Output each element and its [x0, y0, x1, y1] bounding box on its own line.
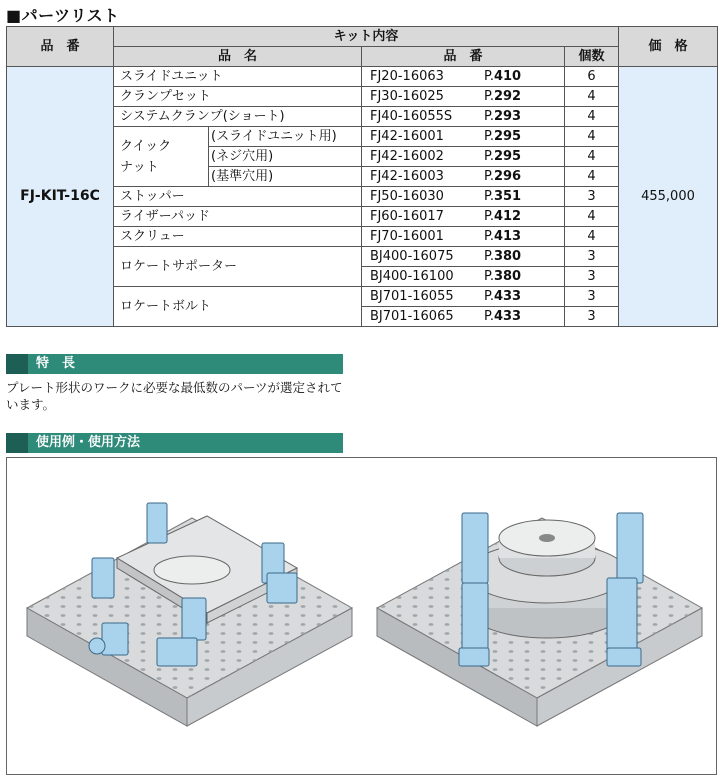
part-qty: 4	[565, 127, 619, 147]
table-row	[7, 207, 718, 227]
part-name: (ネジ穴用)	[209, 147, 362, 167]
part-name: ロケートサポーター	[114, 247, 362, 287]
header-kit-contents: キット内容	[114, 27, 619, 47]
header-hinban: 品 番	[7, 27, 114, 67]
part-qty: 4	[565, 167, 619, 187]
right-round-workpiece	[467, 520, 627, 638]
kit-code-cell: FJ-KIT-16C	[7, 67, 114, 327]
part-number: FJ30-16025 P.292	[362, 87, 565, 107]
part-number: FJ40-16055S P.293	[362, 107, 565, 127]
part-name: (スライドユニット用)	[209, 127, 362, 147]
heading-marker	[6, 433, 28, 453]
part-qty: 4	[565, 147, 619, 167]
parts-table	[6, 26, 718, 327]
part-qty: 3	[565, 287, 619, 307]
usage-illustration-box	[6, 457, 717, 775]
part-number: FJ50-16030 P.351	[362, 187, 565, 207]
part-qty: 3	[565, 267, 619, 287]
part-name: ストッパー	[114, 187, 362, 207]
part-number: BJ701-16055 P.433	[362, 287, 565, 307]
part-number: FJ42-16002 P.295	[362, 147, 565, 167]
heading-marker	[6, 354, 28, 374]
subheader-name: 品 名	[114, 47, 362, 67]
part-qty: 4	[565, 107, 619, 127]
table-header-row	[7, 27, 718, 47]
features-heading: 特 長	[36, 356, 76, 371]
table-row	[7, 67, 718, 87]
subheader-qty: 個数	[565, 47, 619, 67]
part-number: BJ400-16100 P.380	[362, 267, 565, 287]
quick-nut-label: クイック ナット	[114, 127, 209, 187]
part-number: FJ42-16001 P.295	[362, 127, 565, 147]
part-qty: 4	[565, 207, 619, 227]
part-number: FJ60-16017 P.412	[362, 207, 565, 227]
part-number: FJ20-16063 P.410	[362, 67, 565, 87]
part-qty: 4	[565, 87, 619, 107]
table-row	[7, 287, 718, 307]
part-number: FJ42-16003 P.296	[362, 167, 565, 187]
part-qty: 3	[565, 307, 619, 327]
features-heading-bar	[6, 354, 343, 374]
table-row	[7, 187, 718, 207]
part-qty: 4	[565, 227, 619, 247]
part-name: ライザーパッド	[114, 207, 362, 227]
part-number: FJ70-16001 P.413	[362, 227, 565, 247]
part-qty: 3	[565, 187, 619, 207]
part-name: スライドユニット	[114, 67, 362, 87]
table-row	[7, 227, 718, 247]
table-row	[7, 107, 718, 127]
part-name: (基準穴用)	[209, 167, 362, 187]
features-text: プレート形状のワークに必要な最低数のパーツが選定されています。	[6, 380, 343, 412]
part-name: システムクランプ(ショート)	[114, 107, 362, 127]
table-row	[7, 87, 718, 107]
part-qty: 3	[565, 247, 619, 267]
page-title: ■パーツリスト	[6, 6, 120, 25]
part-name: ロケートボルト	[114, 287, 362, 327]
price-cell: 455,000	[619, 67, 718, 327]
part-qty: 6	[565, 67, 619, 87]
part-name: スクリュー	[114, 227, 362, 247]
usage-heading-bar	[6, 433, 343, 453]
table-row	[7, 247, 718, 267]
table-row	[7, 127, 718, 147]
subheader-hinban: 品 番	[362, 47, 565, 67]
fixture-illustration	[7, 458, 716, 774]
part-name: クランプセット	[114, 87, 362, 107]
table-subheader-row	[7, 47, 718, 67]
usage-heading: 使用例・使用方法	[36, 435, 141, 450]
header-price: 価 格	[619, 27, 718, 67]
part-number: BJ701-16065 P.433	[362, 307, 565, 327]
part-number: BJ400-16075 P.380	[362, 247, 565, 267]
